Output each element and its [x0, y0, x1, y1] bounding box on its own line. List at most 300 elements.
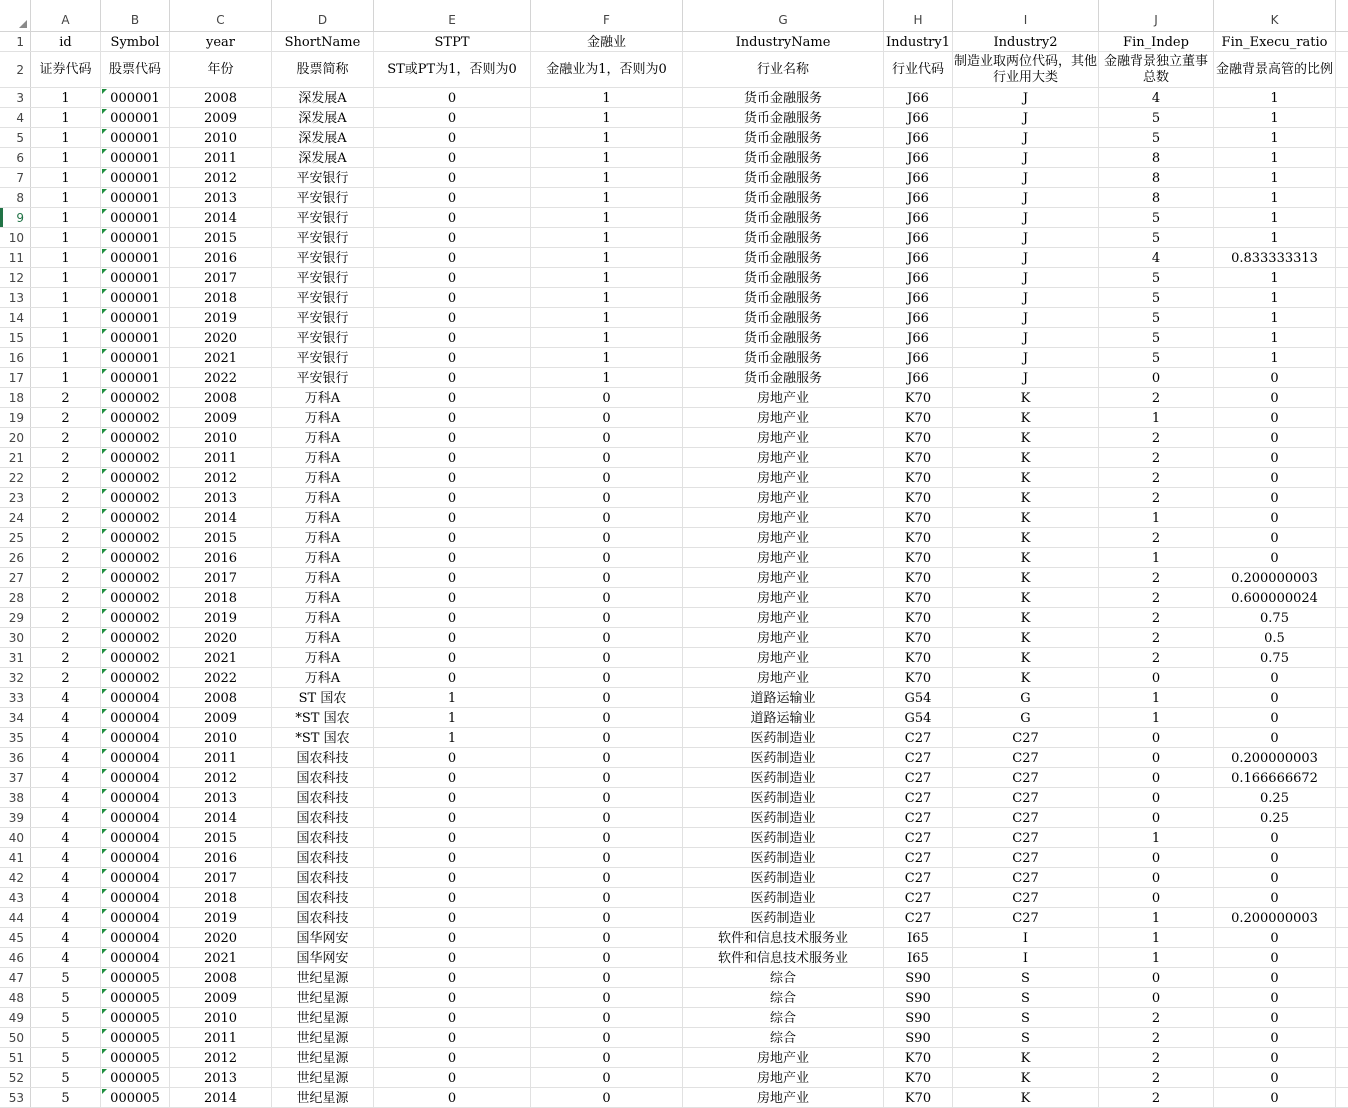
- cell-c[interactable]: 2015: [170, 228, 272, 247]
- cell-b[interactable]: 000002: [101, 448, 170, 467]
- cell-e[interactable]: 0: [374, 1008, 531, 1027]
- cell-e[interactable]: 0: [374, 328, 531, 347]
- cell-h[interactable]: K70: [884, 508, 953, 527]
- cell-c[interactable]: 2016: [170, 548, 272, 567]
- cell-e[interactable]: 0: [374, 908, 531, 927]
- column-header-d[interactable]: D: [272, 0, 374, 31]
- cell-j[interactable]: 1: [1099, 508, 1214, 527]
- row-number[interactable]: 32: [0, 668, 31, 687]
- cell-e[interactable]: 0: [374, 188, 531, 207]
- cell-e[interactable]: 0: [374, 988, 531, 1007]
- cell-c[interactable]: 2019: [170, 908, 272, 927]
- cell-a[interactable]: 2: [31, 468, 101, 487]
- cell-a[interactable]: 4: [31, 828, 101, 847]
- row-number[interactable]: 17: [0, 368, 31, 387]
- cell-d[interactable]: 国农科技: [272, 748, 374, 767]
- cell-i[interactable]: S: [953, 1028, 1099, 1047]
- cell-j[interactable]: 1: [1099, 708, 1214, 727]
- cell-c[interactable]: 2009: [170, 408, 272, 427]
- row-number[interactable]: 40: [0, 828, 31, 847]
- cell-a[interactable]: 4: [31, 928, 101, 947]
- cell-f[interactable]: 1: [531, 308, 683, 327]
- cell-f[interactable]: 1: [531, 88, 683, 107]
- column-header-g[interactable]: G: [683, 0, 884, 31]
- cell-j[interactable]: 5: [1099, 208, 1214, 227]
- cell-f[interactable]: 0: [531, 508, 683, 527]
- row-number[interactable]: 25: [0, 528, 31, 547]
- cell-g[interactable]: IndustryName: [683, 32, 884, 51]
- cell-c[interactable]: 2010: [170, 428, 272, 447]
- row-number[interactable]: 47: [0, 968, 31, 987]
- cell-b[interactable]: 000001: [101, 268, 170, 287]
- cell-j[interactable]: 0: [1099, 868, 1214, 887]
- cell-i[interactable]: K: [953, 428, 1099, 447]
- cell-g[interactable]: 货币金融服务: [683, 148, 884, 167]
- cell-j[interactable]: 1: [1099, 408, 1214, 427]
- cell-b[interactable]: 000001: [101, 88, 170, 107]
- cell-g[interactable]: 医药制造业: [683, 908, 884, 927]
- cell-h[interactable]: J66: [884, 168, 953, 187]
- cell-d[interactable]: 万科A: [272, 608, 374, 627]
- cell-c[interactable]: 2014: [170, 508, 272, 527]
- cell-a[interactable]: 2: [31, 528, 101, 547]
- cell-k[interactable]: 0: [1214, 988, 1336, 1007]
- cell-a[interactable]: 5: [31, 1028, 101, 1047]
- row-number[interactable]: 2: [0, 52, 31, 87]
- cell-c[interactable]: 2008: [170, 388, 272, 407]
- cell-a[interactable]: 2: [31, 388, 101, 407]
- cell-d[interactable]: 深发展A: [272, 108, 374, 127]
- cell-i[interactable]: C27: [953, 808, 1099, 827]
- cell-d[interactable]: ST 国农: [272, 688, 374, 707]
- row-number[interactable]: 34: [0, 708, 31, 727]
- cell-f[interactable]: 0: [531, 848, 683, 867]
- cell-b[interactable]: 000002: [101, 588, 170, 607]
- cell-j[interactable]: 2: [1099, 388, 1214, 407]
- row-number[interactable]: 3: [0, 88, 31, 107]
- cell-k[interactable]: 0.25: [1214, 788, 1336, 807]
- cell-k[interactable]: Fin_Execu_ratio: [1214, 32, 1336, 51]
- cell-f[interactable]: 0: [531, 608, 683, 627]
- cell-h[interactable]: J66: [884, 248, 953, 267]
- cell-d[interactable]: 世纪星源: [272, 988, 374, 1007]
- cell-d[interactable]: 万科A: [272, 388, 374, 407]
- cell-h[interactable]: C27: [884, 908, 953, 927]
- cell-h[interactable]: J66: [884, 308, 953, 327]
- cell-f[interactable]: 0: [531, 568, 683, 587]
- row-number[interactable]: 26: [0, 548, 31, 567]
- cell-d[interactable]: 平安银行: [272, 288, 374, 307]
- cell-k[interactable]: 0: [1214, 708, 1336, 727]
- cell-i[interactable]: K: [953, 648, 1099, 667]
- cell-a[interactable]: 证券代码: [31, 52, 101, 87]
- cell-b[interactable]: 000002: [101, 468, 170, 487]
- cell-j[interactable]: 2: [1099, 588, 1214, 607]
- cell-h[interactable]: C27: [884, 728, 953, 747]
- cell-b[interactable]: 000004: [101, 688, 170, 707]
- cell-d[interactable]: 平安银行: [272, 368, 374, 387]
- cell-b[interactable]: 000004: [101, 908, 170, 927]
- cell-e[interactable]: 1: [374, 688, 531, 707]
- row-number[interactable]: 31: [0, 648, 31, 667]
- cell-d[interactable]: 万科A: [272, 568, 374, 587]
- cell-i[interactable]: S: [953, 988, 1099, 1007]
- cell-e[interactable]: 0: [374, 628, 531, 647]
- select-all-corner[interactable]: [0, 0, 31, 31]
- cell-e[interactable]: 0: [374, 848, 531, 867]
- cell-k[interactable]: 0: [1214, 468, 1336, 487]
- cell-j[interactable]: 8: [1099, 188, 1214, 207]
- cell-f[interactable]: 0: [531, 928, 683, 947]
- cell-j[interactable]: 5: [1099, 108, 1214, 127]
- cell-h[interactable]: K70: [884, 628, 953, 647]
- cell-g[interactable]: 软件和信息技术服务业: [683, 928, 884, 947]
- cell-e[interactable]: 0: [374, 148, 531, 167]
- cell-g[interactable]: 房地产业: [683, 668, 884, 687]
- cell-a[interactable]: 2: [31, 668, 101, 687]
- cell-f[interactable]: 1: [531, 348, 683, 367]
- cell-f[interactable]: 0: [531, 748, 683, 767]
- row-number[interactable]: 51: [0, 1048, 31, 1067]
- cell-b[interactable]: 000002: [101, 528, 170, 547]
- cell-k[interactable]: 1: [1214, 128, 1336, 147]
- cell-a[interactable]: 2: [31, 448, 101, 467]
- cell-h[interactable]: G54: [884, 688, 953, 707]
- cell-c[interactable]: 2008: [170, 688, 272, 707]
- cell-f[interactable]: 0: [531, 688, 683, 707]
- cell-k[interactable]: 0: [1214, 388, 1336, 407]
- cell-j[interactable]: 1: [1099, 948, 1214, 967]
- cell-b[interactable]: 000002: [101, 388, 170, 407]
- cell-h[interactable]: K70: [884, 468, 953, 487]
- row-number[interactable]: 28: [0, 588, 31, 607]
- cell-d[interactable]: 平安银行: [272, 348, 374, 367]
- cell-c[interactable]: 2013: [170, 788, 272, 807]
- cell-j[interactable]: 2: [1099, 1008, 1214, 1027]
- cell-j[interactable]: 2: [1099, 528, 1214, 547]
- cell-h[interactable]: K70: [884, 408, 953, 427]
- cell-i[interactable]: S: [953, 1008, 1099, 1027]
- cell-j[interactable]: 5: [1099, 308, 1214, 327]
- cell-g[interactable]: 货币金融服务: [683, 288, 884, 307]
- cell-c[interactable]: 2015: [170, 528, 272, 547]
- cell-c[interactable]: 2017: [170, 268, 272, 287]
- cell-h[interactable]: K70: [884, 1068, 953, 1087]
- row-number[interactable]: 35: [0, 728, 31, 747]
- cell-e[interactable]: 0: [374, 88, 531, 107]
- cell-c[interactable]: 2018: [170, 288, 272, 307]
- cell-f[interactable]: 1: [531, 108, 683, 127]
- cell-c[interactable]: 2022: [170, 368, 272, 387]
- cell-d[interactable]: 万科A: [272, 508, 374, 527]
- cell-i[interactable]: G: [953, 708, 1099, 727]
- cell-d[interactable]: 平安银行: [272, 168, 374, 187]
- cell-i[interactable]: J: [953, 328, 1099, 347]
- cell-a[interactable]: 5: [31, 1048, 101, 1067]
- cell-h[interactable]: K70: [884, 388, 953, 407]
- cell-e[interactable]: STPT: [374, 32, 531, 51]
- cell-a[interactable]: 1: [31, 88, 101, 107]
- cell-i[interactable]: C27: [953, 768, 1099, 787]
- row-number[interactable]: 49: [0, 1008, 31, 1027]
- row-number[interactable]: 15: [0, 328, 31, 347]
- cell-g[interactable]: 货币金融服务: [683, 108, 884, 127]
- cell-h[interactable]: K70: [884, 428, 953, 447]
- cell-b[interactable]: 000004: [101, 808, 170, 827]
- cell-f[interactable]: 1: [531, 188, 683, 207]
- row-number[interactable]: 48: [0, 988, 31, 1007]
- cell-g[interactable]: 道路运输业: [683, 688, 884, 707]
- cell-e[interactable]: 0: [374, 608, 531, 627]
- cell-e[interactable]: 0: [374, 668, 531, 687]
- cell-k[interactable]: 1: [1214, 288, 1336, 307]
- cell-d[interactable]: 平安银行: [272, 208, 374, 227]
- cell-f[interactable]: 1: [531, 328, 683, 347]
- cell-f[interactable]: 0: [531, 1008, 683, 1027]
- column-header-i[interactable]: I: [953, 0, 1099, 31]
- cell-b[interactable]: 000004: [101, 828, 170, 847]
- cell-d[interactable]: 平安银行: [272, 188, 374, 207]
- cell-h[interactable]: J66: [884, 148, 953, 167]
- cell-d[interactable]: 平安银行: [272, 268, 374, 287]
- cell-j[interactable]: 2: [1099, 448, 1214, 467]
- cell-k[interactable]: 0: [1214, 488, 1336, 507]
- cell-d[interactable]: 平安银行: [272, 228, 374, 247]
- cell-i[interactable]: J: [953, 228, 1099, 247]
- row-number[interactable]: 30: [0, 628, 31, 647]
- row-number[interactable]: 6: [0, 148, 31, 167]
- cell-k[interactable]: 0: [1214, 668, 1336, 687]
- cell-a[interactable]: 2: [31, 628, 101, 647]
- cell-k[interactable]: 0: [1214, 528, 1336, 547]
- cell-c[interactable]: 2014: [170, 808, 272, 827]
- row-number[interactable]: 36: [0, 748, 31, 767]
- cell-h[interactable]: C27: [884, 868, 953, 887]
- cell-g[interactable]: 货币金融服务: [683, 268, 884, 287]
- cell-k[interactable]: 0: [1214, 1008, 1336, 1027]
- cell-c[interactable]: year: [170, 32, 272, 51]
- cell-h[interactable]: K70: [884, 1048, 953, 1067]
- cell-a[interactable]: 5: [31, 1008, 101, 1027]
- cell-i[interactable]: J: [953, 308, 1099, 327]
- cell-g[interactable]: 医药制造业: [683, 748, 884, 767]
- cell-f[interactable]: 0: [531, 468, 683, 487]
- cell-a[interactable]: id: [31, 32, 101, 51]
- cell-k[interactable]: 1: [1214, 268, 1336, 287]
- cell-f[interactable]: 0: [531, 548, 683, 567]
- row-number[interactable]: 13: [0, 288, 31, 307]
- cell-d[interactable]: 世纪星源: [272, 968, 374, 987]
- cell-d[interactable]: 国华网安: [272, 948, 374, 967]
- column-header-k[interactable]: K: [1214, 0, 1336, 31]
- cell-e[interactable]: 0: [374, 348, 531, 367]
- cell-f[interactable]: 0: [531, 988, 683, 1007]
- cell-c[interactable]: 2018: [170, 588, 272, 607]
- cell-g[interactable]: 医药制造业: [683, 888, 884, 907]
- cell-e[interactable]: 0: [374, 1028, 531, 1047]
- cell-h[interactable]: I65: [884, 928, 953, 947]
- cell-d[interactable]: 万科A: [272, 648, 374, 667]
- cell-a[interactable]: 1: [31, 368, 101, 387]
- cell-b[interactable]: 000002: [101, 568, 170, 587]
- cell-i[interactable]: K: [953, 508, 1099, 527]
- cell-j[interactable]: 5: [1099, 228, 1214, 247]
- cell-k[interactable]: 0.200000003: [1214, 568, 1336, 587]
- cell-c[interactable]: 2012: [170, 1048, 272, 1067]
- cell-a[interactable]: 4: [31, 808, 101, 827]
- cell-i[interactable]: K: [953, 548, 1099, 567]
- cell-e[interactable]: 0: [374, 648, 531, 667]
- cell-e[interactable]: 0: [374, 528, 531, 547]
- cell-a[interactable]: 4: [31, 848, 101, 867]
- cell-j[interactable]: 5: [1099, 268, 1214, 287]
- cell-f[interactable]: 0: [531, 808, 683, 827]
- cell-e[interactable]: 0: [374, 928, 531, 947]
- cell-f[interactable]: 1: [531, 208, 683, 227]
- cell-j[interactable]: Fin_Indep: [1099, 32, 1214, 51]
- cell-b[interactable]: 000001: [101, 168, 170, 187]
- cell-c[interactable]: 2012: [170, 768, 272, 787]
- cell-f[interactable]: 0: [531, 528, 683, 547]
- cell-j[interactable]: 金融背景独立董事总数: [1099, 52, 1214, 87]
- row-number[interactable]: 29: [0, 608, 31, 627]
- cell-j[interactable]: 2: [1099, 1068, 1214, 1087]
- cell-d[interactable]: 国农科技: [272, 868, 374, 887]
- cell-h[interactable]: 行业代码: [884, 52, 953, 87]
- cell-j[interactable]: 0: [1099, 668, 1214, 687]
- cell-d[interactable]: 深发展A: [272, 88, 374, 107]
- cell-b[interactable]: 000005: [101, 988, 170, 1007]
- cell-c[interactable]: 2013: [170, 1068, 272, 1087]
- column-header-h[interactable]: H: [884, 0, 953, 31]
- cell-g[interactable]: 房地产业: [683, 608, 884, 627]
- cell-i[interactable]: J: [953, 148, 1099, 167]
- cell-j[interactable]: 1: [1099, 928, 1214, 947]
- cell-c[interactable]: 2011: [170, 1028, 272, 1047]
- cell-g[interactable]: 货币金融服务: [683, 88, 884, 107]
- cell-g[interactable]: 综合: [683, 1008, 884, 1027]
- row-number[interactable]: 11: [0, 248, 31, 267]
- cell-h[interactable]: J66: [884, 368, 953, 387]
- cell-c[interactable]: 2010: [170, 1008, 272, 1027]
- cell-a[interactable]: 5: [31, 968, 101, 987]
- cell-e[interactable]: 0: [374, 408, 531, 427]
- cell-k[interactable]: 0: [1214, 448, 1336, 467]
- cell-a[interactable]: 2: [31, 488, 101, 507]
- cell-j[interactable]: 2: [1099, 648, 1214, 667]
- cell-g[interactable]: 房地产业: [683, 1088, 884, 1107]
- cell-d[interactable]: 股票简称: [272, 52, 374, 87]
- cell-g[interactable]: 货币金融服务: [683, 368, 884, 387]
- cell-f[interactable]: 0: [531, 968, 683, 987]
- cell-b[interactable]: 股票代码: [101, 52, 170, 87]
- cell-g[interactable]: 货币金融服务: [683, 168, 884, 187]
- cell-f[interactable]: 0: [531, 768, 683, 787]
- cell-h[interactable]: C27: [884, 828, 953, 847]
- cell-j[interactable]: 0: [1099, 888, 1214, 907]
- cell-f[interactable]: 0: [531, 388, 683, 407]
- row-number[interactable]: 22: [0, 468, 31, 487]
- cell-j[interactable]: 2: [1099, 1028, 1214, 1047]
- cell-b[interactable]: 000002: [101, 428, 170, 447]
- cell-f[interactable]: 1: [531, 128, 683, 147]
- row-number[interactable]: 38: [0, 788, 31, 807]
- cell-h[interactable]: K70: [884, 668, 953, 687]
- cell-b[interactable]: 000004: [101, 928, 170, 947]
- row-number[interactable]: 19: [0, 408, 31, 427]
- cell-j[interactable]: 0: [1099, 988, 1214, 1007]
- cell-b[interactable]: 000004: [101, 728, 170, 747]
- cell-d[interactable]: 世纪星源: [272, 1048, 374, 1067]
- cell-g[interactable]: 医药制造业: [683, 828, 884, 847]
- cell-e[interactable]: 0: [374, 1088, 531, 1107]
- cell-g[interactable]: 医药制造业: [683, 768, 884, 787]
- cell-d[interactable]: 深发展A: [272, 148, 374, 167]
- row-number[interactable]: 8: [0, 188, 31, 207]
- column-header-a[interactable]: A: [31, 0, 101, 31]
- cell-j[interactable]: 1: [1099, 908, 1214, 927]
- column-header-f[interactable]: F: [531, 0, 683, 31]
- column-header-b[interactable]: B: [101, 0, 170, 31]
- cell-c[interactable]: 2013: [170, 488, 272, 507]
- cell-j[interactable]: 2: [1099, 628, 1214, 647]
- cell-k[interactable]: 0.600000024: [1214, 588, 1336, 607]
- cell-a[interactable]: 4: [31, 908, 101, 927]
- cell-b[interactable]: 000004: [101, 868, 170, 887]
- cell-e[interactable]: 0: [374, 168, 531, 187]
- cell-c[interactable]: 2020: [170, 628, 272, 647]
- cell-a[interactable]: 1: [31, 288, 101, 307]
- cell-i[interactable]: J: [953, 288, 1099, 307]
- cell-c[interactable]: 2021: [170, 648, 272, 667]
- cell-b[interactable]: 000004: [101, 948, 170, 967]
- row-number[interactable]: 27: [0, 568, 31, 587]
- row-number[interactable]: 52: [0, 1068, 31, 1087]
- cell-d[interactable]: 平安银行: [272, 248, 374, 267]
- cell-i[interactable]: C27: [953, 828, 1099, 847]
- cell-c[interactable]: 2013: [170, 188, 272, 207]
- row-number[interactable]: 5: [0, 128, 31, 147]
- row-number[interactable]: 24: [0, 508, 31, 527]
- cell-d[interactable]: 万科A: [272, 408, 374, 427]
- cell-a[interactable]: 1: [31, 328, 101, 347]
- cell-k[interactable]: 0: [1214, 368, 1336, 387]
- cell-j[interactable]: 2: [1099, 608, 1214, 627]
- cell-f[interactable]: 0: [531, 1088, 683, 1107]
- cell-i[interactable]: K: [953, 1068, 1099, 1087]
- cell-f[interactable]: 0: [531, 628, 683, 647]
- cell-f[interactable]: 0: [531, 948, 683, 967]
- cell-b[interactable]: Symbol: [101, 32, 170, 51]
- cell-k[interactable]: 0: [1214, 868, 1336, 887]
- cell-f[interactable]: 0: [531, 908, 683, 927]
- cell-g[interactable]: 房地产业: [683, 628, 884, 647]
- cell-f[interactable]: 1: [531, 228, 683, 247]
- cell-k[interactable]: 0.5: [1214, 628, 1336, 647]
- cell-i[interactable]: K: [953, 628, 1099, 647]
- cell-d[interactable]: 世纪星源: [272, 1008, 374, 1027]
- cell-e[interactable]: 1: [374, 728, 531, 747]
- cell-f[interactable]: 0: [531, 588, 683, 607]
- cell-b[interactable]: 000001: [101, 248, 170, 267]
- cell-k[interactable]: 0.833333313: [1214, 248, 1336, 267]
- cell-g[interactable]: 房地产业: [683, 528, 884, 547]
- cell-c[interactable]: 2019: [170, 308, 272, 327]
- cell-i[interactable]: K: [953, 468, 1099, 487]
- cell-a[interactable]: 2: [31, 648, 101, 667]
- cell-j[interactable]: 1: [1099, 688, 1214, 707]
- cell-j[interactable]: 4: [1099, 248, 1214, 267]
